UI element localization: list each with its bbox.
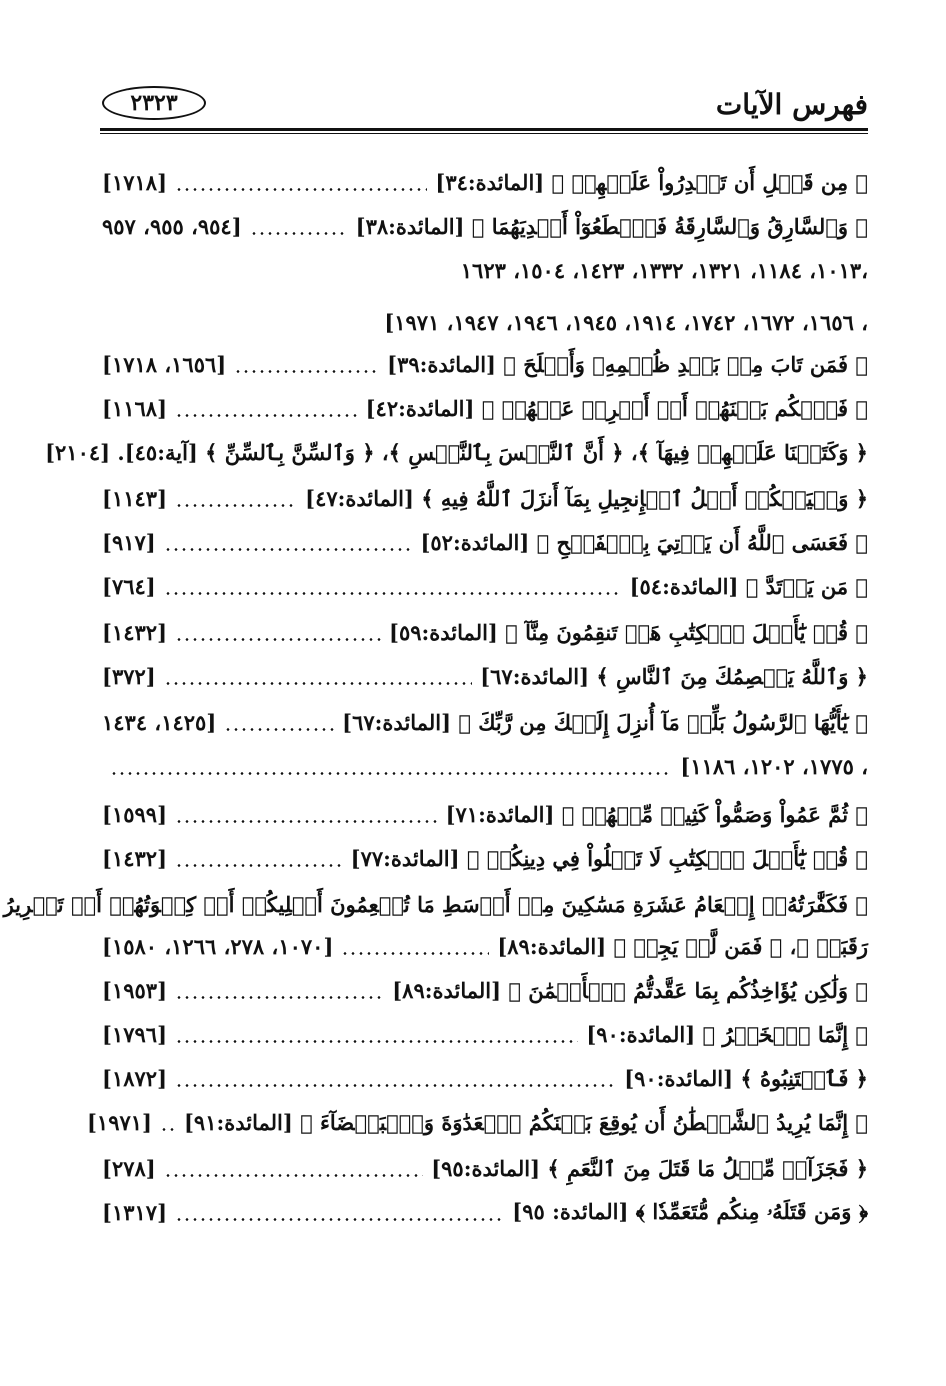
page-references: [١٤٣٢] xyxy=(102,845,167,871)
dot-leader xyxy=(164,548,413,551)
index-entry xyxy=(102,838,868,878)
index-entry xyxy=(102,206,868,246)
dot-leader xyxy=(164,592,622,595)
index-entry xyxy=(102,794,868,834)
page-references: [١٧٩٦] xyxy=(102,1021,167,1047)
index-entry xyxy=(102,926,868,966)
verse-text: ﴿ مِن قَبۡلِ أَن تَقۡدِرُواْ عَلَيۡهِمۡ ﴾ [المائدة:٣٤] xyxy=(435,169,868,195)
dot-leader xyxy=(160,1128,176,1131)
index-entry xyxy=(102,702,868,742)
page-references: [٢٧٨] xyxy=(102,1155,156,1181)
verse-text: ﴿ فَٱحۡكُم بَيۡنَهُمۡ أَوۡ أَعۡرِضۡ عَنۡهُمۡ ﴾ [المائدة:٤٢] xyxy=(365,395,868,421)
header-rule xyxy=(100,128,868,131)
verse-text: ﴿ وَكَتَبۡنَا عَلَيۡهِمۡ فِيهَآ ﴾، ﴿ أَنَّ ٱلنَّفۡسَ بِٱلنَّفۡسِ ﴾، ﴿ وَٱلسِّنَّ بِٱلسِّنِّ ﴾ [آية:٤٥]. [٢١٠٤] xyxy=(45,439,868,465)
page-references: [٣٧٢] xyxy=(102,663,156,689)
verse-text: ﴿ فَعَسَى ٱللَّهُ أَن يَأۡتِيَ بِٱلۡفَتۡحِ ﴾ [المائدة:٥٢] xyxy=(420,529,868,555)
dot-leader xyxy=(175,188,427,191)
verse-text: ﴿ وَلۡيَحۡكُمۡ أَهۡلُ ٱلۡإِنجِيلِ بِمَآ أَنزَلَ ٱللَّهُ فِيهِ ﴾ [المائدة:٤٧] xyxy=(305,485,868,511)
verse-text: ، ١٦٥٦، ١٦٧٢، ١٧٤٢، ١٩١٤، ١٩٤٥، ١٩٤٦، ١٩٤٧، ١٩٧١] xyxy=(384,309,868,335)
page-references: [١٦٥٦، ١٧١٨] xyxy=(102,351,227,377)
dot-leader xyxy=(341,952,489,955)
index-entry xyxy=(102,746,868,786)
index-entry xyxy=(102,1192,868,1232)
dot-leader xyxy=(175,820,438,823)
dot-leader xyxy=(164,1174,423,1177)
page-references: [١٩٧١] xyxy=(86,1109,152,1135)
dot-leader xyxy=(175,864,343,867)
index-entry xyxy=(102,970,868,1010)
verse-text: ﴿ ثُمَّ عَمُواْ وَصَمُّواْ كَثِيرٞ مِّنۡهُمۡ ﴾ [المائدة:٧١] xyxy=(445,801,868,827)
dot-leader xyxy=(234,370,379,373)
index-entry xyxy=(86,1102,868,1142)
verse-text: ﴿ يَٰٓأَيُّهَا ٱلرَّسُولُ بَلِّغۡ مَآ أُنزِلَ إِلَيۡكَ مِن رَّبِّكَ ﴾ [المائدة:٦٧] xyxy=(342,709,868,735)
verse-text: ﴿ فَمَن تَابَ مِنۢ بَعۡدِ ظُلۡمِهِۦ وَأَصۡلَحَ ﴾ [المائدة:٣٩] xyxy=(387,351,868,377)
page-references: [١٤٣٢] xyxy=(102,619,167,645)
verse-text: ﴿ وَمَن قَتَلَهُۥ مِنكُم مُّتَعَمِّدٗا ﴾ [المائدة: ٩٥] xyxy=(512,1199,868,1224)
verse-text: ﴿ قُلۡ يَٰٓأَهۡلَ ٱلۡكِتَٰبِ هَلۡ تَنقِمُونَ مِنَّآ ﴾ [المائدة:٥٩] xyxy=(389,619,868,645)
verse-text: ﴿ مَن يَرۡتَدَّ ﴾ [المائدة:٥٤] xyxy=(629,573,868,599)
dot-leader xyxy=(110,772,672,775)
page-header xyxy=(100,82,868,136)
header-rule-thin xyxy=(100,133,868,134)
page-references: [١٨٧٢] xyxy=(102,1065,167,1091)
index-entry xyxy=(102,1014,868,1054)
page-references: [١٤٢٥، ١٤٣٤ xyxy=(102,709,217,735)
page-references: [١٥٩٩] xyxy=(102,801,167,827)
index-entry xyxy=(102,566,868,606)
index-entry xyxy=(102,302,868,342)
verse-text: ﴿ فَجَزَآءٞ مِّثۡلُ مَا قَتَلَ مِنَ ٱلنَّعَمِ ﴾ [المائدة:٩٥] xyxy=(431,1155,868,1181)
index-entry xyxy=(102,522,868,562)
verse-text: ﴿ إِنَّمَا يُرِيدُ ٱلشَّيۡطَٰنُ أَن يُوقِعَ بَيۡنَكُمُ ٱلۡعَدَٰوَةَ وَٱلۡبَغۡضَآءَ ﴾ [المائدة:٩١] xyxy=(183,1109,868,1135)
verse-text: ﴿ قُلۡ يَٰٓأَهۡلَ ٱلۡكِتَٰبِ لَا تَغۡلُواْ فِي دِينِكُمۡ ﴾ [المائدة:٧٧] xyxy=(350,845,868,871)
index-entry xyxy=(102,1148,868,1188)
index-entry xyxy=(45,432,868,472)
dot-leader xyxy=(175,414,358,417)
verse-text: ﴿ وَٱللَّهُ يَعۡصِمُكَ مِنَ ٱلنَّاسِ ﴾ [المائدة:٦٧] xyxy=(480,663,868,689)
verse-text: ﴿ فَٱجۡتَنِبُوهُ ﴾ [المائدة:٩٠] xyxy=(624,1065,868,1091)
dot-leader xyxy=(175,504,297,507)
page-references: [٩٥٤، ٩٥٥، ٩٥٧ xyxy=(102,213,242,239)
verse-text: ﴿ وَلَٰكِن يُؤَاخِذُكُم بِمَا عَقَّدتُّمُ ٱلۡأَيۡمَٰنَ ﴾ [المائدة:٨٩] xyxy=(392,977,868,1003)
dot-leader xyxy=(175,996,384,999)
dot-leader xyxy=(224,728,334,731)
page-references: [٧٦٤] xyxy=(102,573,156,599)
index-entry xyxy=(102,1058,868,1098)
index-entry xyxy=(102,250,868,290)
verse-text: ،١٠١٣، ١١٨٤، ١٣٢١، ١٣٣٢، ١٤٢٣، ١٥٠٤، ١٦٢٣ xyxy=(460,257,868,283)
page-references: [١٩٥٣] xyxy=(102,977,167,1003)
page-references: [١١٦٨] xyxy=(102,395,167,421)
index-entry xyxy=(102,388,868,428)
page-references: [١٠٧٠، ٢٧٨، ١٢٦٦، ١٥٨٠] xyxy=(102,933,334,959)
dot-leader xyxy=(175,638,381,641)
index-entry xyxy=(102,344,868,384)
verse-text: ﴿ إِنَّمَا ٱلۡخَمۡرُ ﴾ [المائدة:٩٠] xyxy=(586,1021,868,1047)
page-references: [٩١٧] xyxy=(102,529,156,555)
verse-text: ، ١٧٧٥، ١٢٠٢، ١١٨٦] xyxy=(680,753,868,779)
page-number-badge: ٢٣٢٣ xyxy=(102,86,206,120)
dot-leader xyxy=(175,1084,616,1087)
index-entry xyxy=(3,884,868,924)
index-entry xyxy=(102,478,868,518)
index-entry xyxy=(102,612,868,652)
dot-leader xyxy=(250,232,348,235)
page-references: [١٣١٧] xyxy=(102,1199,167,1225)
dot-leader xyxy=(175,1040,578,1043)
page-references: [١١٤٣] xyxy=(102,485,167,511)
verse-text: رَقَبَةٖ ﴾، ﴿ فَمَن لَّمۡ يَجِدۡ ﴾ [المائدة:٨٩] xyxy=(497,933,868,959)
verse-text: ﴿ وَٱلسَّارِقُ وَٱلسَّارِقَةُ فَٱقۡطَعُوٓاْ أَيۡدِيَهُمَا ﴾ [المائدة:٣٨] xyxy=(355,213,868,239)
dot-leader xyxy=(164,682,473,685)
page-references: [١٧١٨] xyxy=(102,169,167,195)
verse-text: ﴿ فَكَفَّٰرَتُهُۥٓ إِطۡعَامُ عَشَرَةِ مَسَٰكِينَ مِنۡ أَوۡسَطِ مَا تُطۡعِمُونَ أَهۡلِيكُمۡ أَوۡ كِسۡوَتُهُمۡ أَوۡ تَحۡرِيرُ xyxy=(3,891,868,917)
page-title: فهرس الآيات xyxy=(715,88,868,121)
index-entry xyxy=(102,162,868,202)
index-entry xyxy=(102,656,868,696)
dot-leader xyxy=(175,1218,504,1221)
